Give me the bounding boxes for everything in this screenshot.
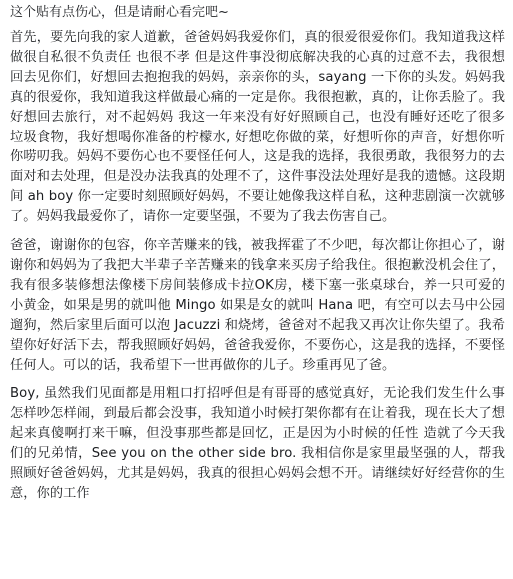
paragraph-father: 爸爸，谢谢你的包容，你辛苦赚来的钱，被我挥霍了不少吧，每次都让你担心了，谢谢你和妈妈为了我把大半辈子辛苦赚来的钱拿来买房子给我住。很抱歉没机会住了，我有很多装修想法像楼下房间装修成卡拉OK房，楼下塞一张桌球台，养一只可爱的小黄金，如果是男的就叫他 Mingo 如果是女的就叫 Hana 吧，有空可以去马中公园遛狗，然后家里后面可以泡 Jacuzzi 和烧烤，爸爸对不起我又再次让你失望了。我希望你好好活下去，帮我照顾好妈妈，爸爸我爱你，不要伤心，这是我的选择，不要怪任何人。可以的话，我希望下一世再做你的儿子。珍重再见了爸。 <box>10 238 505 373</box>
paragraph-family-apology: 首先，要先向我的家人道歉，爸爸妈妈我爱你们，真的很爱很爱你们。我知道我这样做很自私很不负责任 也很不孝 但是这件事没彻底解决我的心真的过意不去，我很想回去见你们，好想回去抱抱我的妈妈，亲亲你的头，sayang 一下你的头发。妈妈我真的很爱你，我知道我这样做最心痛的一定是你。我很抱歉，真的，让你丢脸了。我好想回去旅行，对不起妈妈 我这一年来没有好好照顾自己，也没有睡好还吃了很多垃圾食物，我好想喝你准备的柠檬水, 好想吃你做的菜，好想听你的声音，好想你听你唠叨我。妈妈不要伤心也不要怪任何人，这是我的选择，我很勇敢，我很努力的去面对和去处理，但是没办法我真的处理不了，这件事没法处理好是我的遗憾。这段期间 ah boy 你一定要时刻照顾好妈妈，不要让她像我这样自私，这种悲剧演一次就够了。妈妈我最爱你了，请你一定要坚强，不要为了我去伤害自己。 <box>10 30 505 225</box>
post-intro: 这个贴有点伤心，但是请耐心看完吧~ <box>10 5 229 20</box>
paragraph-brother: Boy, 虽然我们见面都是用粗口打招呼但是有哥哥的感觉真好，无论我们发生什么事 怎样吵怎样闹，到最后都会没事，我知道小时候打架你都有在让着我，现在长大了想起来真傻啊打来干嘛，但没事那些都是回忆，正是因为小时候的任性 造就了今天我们的兄弟情，See you on the other side bro. 我相信你是家里最坚强的人，帮我照顾好爸爸妈妈，尤其是妈妈，我真的很担心妈妈会想不开。请继续好好经营你的生意，你的工作 <box>10 386 505 501</box>
